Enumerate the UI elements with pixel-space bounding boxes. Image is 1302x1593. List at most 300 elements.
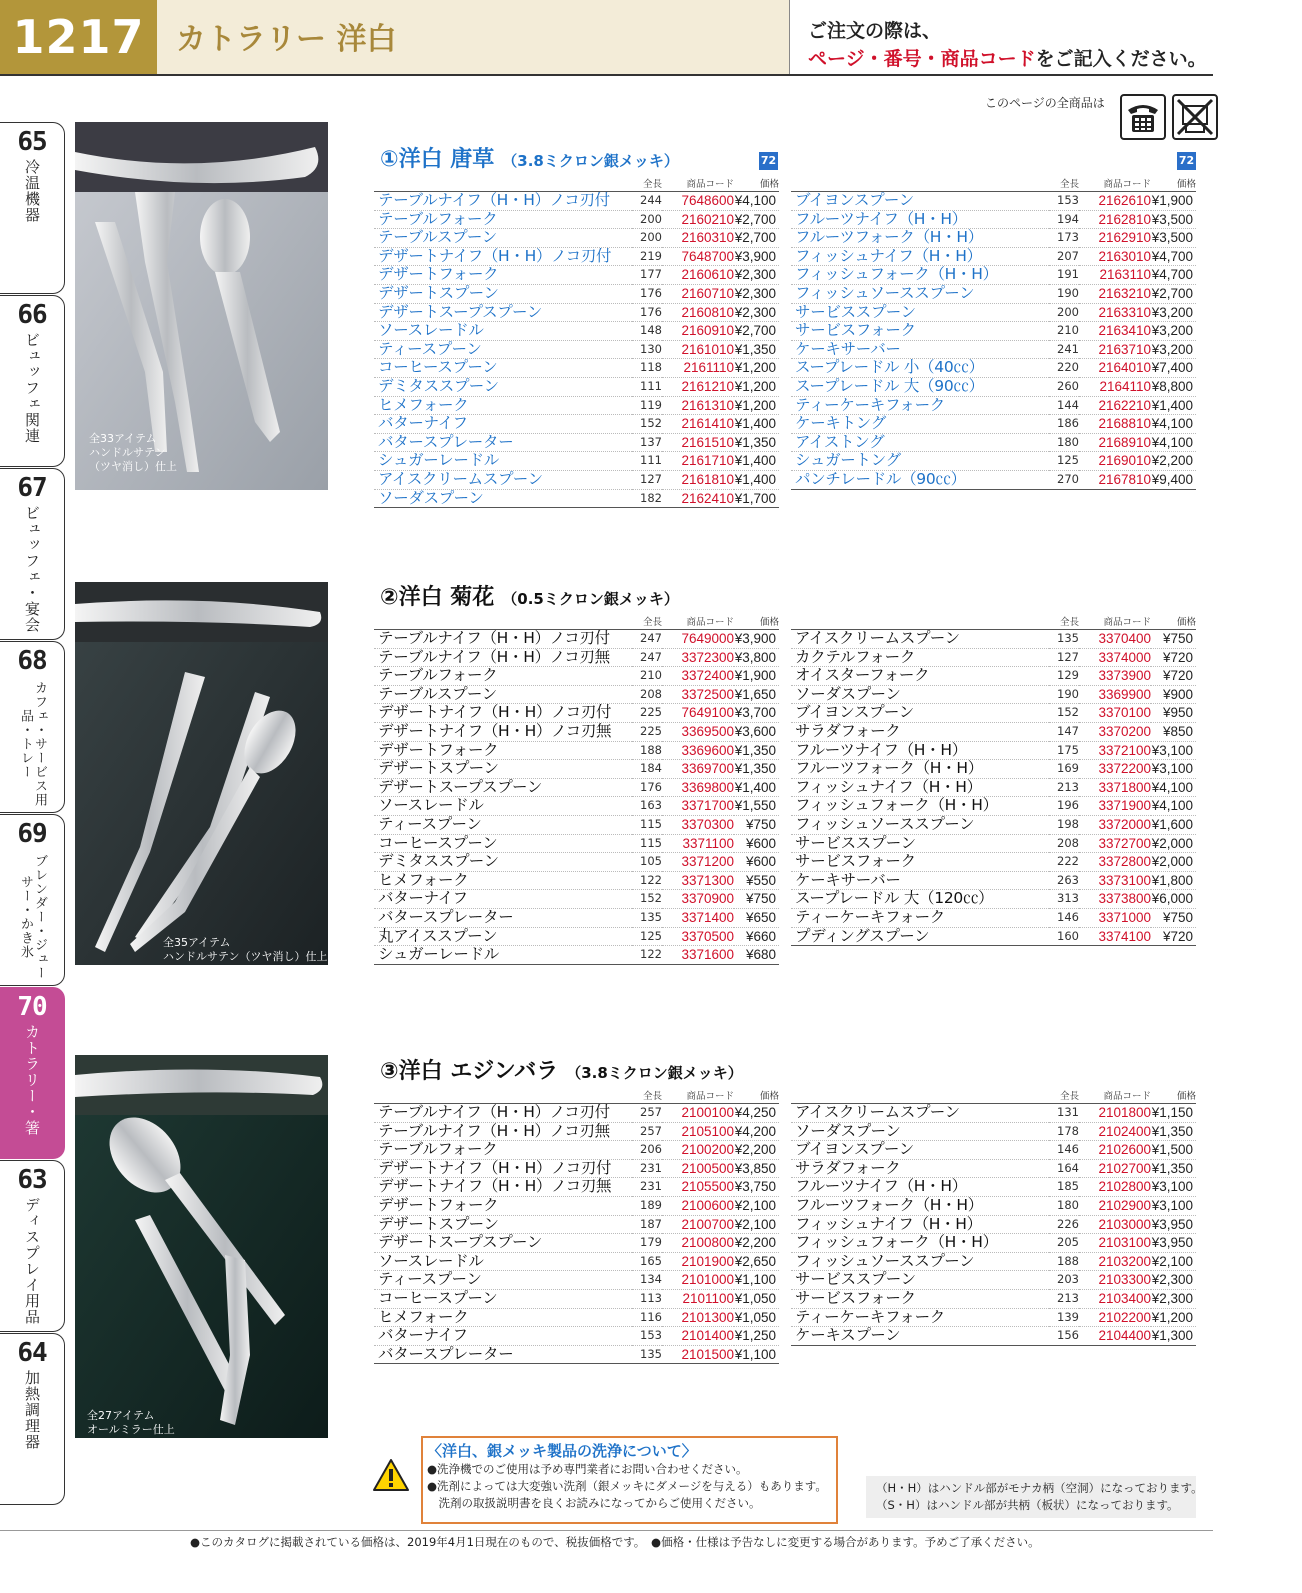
table-row <box>374 722 779 741</box>
item-code: 3370300 <box>662 815 734 834</box>
tab-number: 63 <box>17 1165 47 1195</box>
item-name: デザートフォーク <box>374 1196 632 1215</box>
item-code: 2102900 <box>1079 1196 1151 1215</box>
item-code: 2162810 <box>1079 210 1151 229</box>
table-row <box>791 853 1196 872</box>
tab-68[interactable] <box>0 641 65 813</box>
item-name: ティーケーキフォーク <box>791 396 1049 415</box>
item-price: ¥3,750 <box>734 1178 779 1197</box>
item-price: ¥1,900 <box>1151 192 1196 211</box>
item-length: 208 <box>1049 834 1079 853</box>
table-row <box>374 648 779 667</box>
price-header: 価格 <box>734 1086 779 1104</box>
item-code: 3372400 <box>662 667 734 686</box>
section-subtitle: （0.5ミクロン銀メッキ） <box>502 590 679 608</box>
table-row <box>374 890 779 909</box>
item-price: ¥4,700 <box>1151 266 1196 285</box>
item-length: 111 <box>632 377 662 396</box>
table-row <box>374 322 779 341</box>
item-length: 127 <box>632 470 662 489</box>
item-name: ケーキサーバー <box>791 340 1049 359</box>
item-name: デミタススプーン <box>374 853 632 872</box>
item-price: ¥4,100 <box>734 192 779 211</box>
item-price: ¥2,300 <box>734 303 779 322</box>
table-row <box>791 266 1196 285</box>
table-row <box>791 359 1196 378</box>
item-code: 2169010 <box>1079 452 1151 471</box>
tab-number: 66 <box>17 300 47 330</box>
item-price: ¥1,400 <box>1151 396 1196 415</box>
item-price: ¥3,100 <box>1151 741 1196 760</box>
item-name: ティーケーキフォーク <box>791 908 1049 927</box>
item-name: デザートナイフ（H・H）ノコ刃無 <box>374 1178 632 1197</box>
table-row <box>374 908 779 927</box>
length-header: 全長 <box>1049 174 1079 192</box>
product-photo-karakusa <box>75 122 328 490</box>
caption-line: ハンドルサテン <box>89 446 166 459</box>
item-name: 丸アイススプーン <box>374 927 632 946</box>
item-length: 129 <box>1049 667 1079 686</box>
item-code: 2161010 <box>662 340 734 359</box>
tab-67[interactable] <box>0 468 65 640</box>
item-name: ブイヨンスプーン <box>791 1141 1049 1160</box>
item-code: 2102200 <box>1079 1308 1151 1327</box>
item-code: 2163210 <box>1079 284 1151 303</box>
item-code: 2101100 <box>662 1289 734 1308</box>
item-code: 7649100 <box>662 704 734 723</box>
item-code: 3370100 <box>1079 704 1151 723</box>
item-length: 186 <box>1049 415 1079 434</box>
table-row <box>374 1327 779 1346</box>
table-row <box>791 722 1196 741</box>
item-code: 3371900 <box>1079 797 1151 816</box>
price-table <box>791 174 1196 490</box>
table-row <box>374 871 779 890</box>
tab-64[interactable] <box>0 1333 65 1505</box>
item-code: 2102700 <box>1079 1159 1151 1178</box>
item-name: フィッシュフォーク（H・H） <box>791 1234 1049 1253</box>
item-code: 3371800 <box>1079 778 1151 797</box>
item-code: 3372000 <box>1079 815 1151 834</box>
table-row <box>791 1327 1196 1346</box>
table-row <box>791 340 1196 359</box>
item-price: ¥720 <box>1151 667 1196 686</box>
item-price: ¥2,100 <box>734 1196 779 1215</box>
page-ref-badge: 72 <box>1177 152 1196 170</box>
item-name: サラダフォーク <box>791 722 1049 741</box>
caption-line: （ツヤ消し）仕上 <box>89 460 177 473</box>
tab-label: ディスプレイ用品 <box>23 1197 41 1325</box>
item-name: サービスフォーク <box>791 1289 1049 1308</box>
caption-line: オールミラー仕上 <box>87 1423 175 1436</box>
item-name: デザートナイフ（H・H）ノコ刃付 <box>374 1159 632 1178</box>
item-length: 210 <box>1049 322 1079 341</box>
item-code: 2102800 <box>1079 1178 1151 1197</box>
item-name: デザートスプーン <box>374 284 632 303</box>
tab-number: 68 <box>17 646 47 676</box>
item-length: 105 <box>632 853 662 872</box>
item-price: ¥3,100 <box>1151 760 1196 779</box>
item-name: フルーツナイフ（H・H） <box>791 210 1049 229</box>
item-name: バタースプレーター <box>374 433 632 452</box>
item-price: ¥3,700 <box>734 704 779 723</box>
price-header: 価格 <box>734 174 779 192</box>
tab-63[interactable] <box>0 1160 65 1332</box>
tab-label: ブレンダー・ジューサー・かき氷 <box>18 854 47 980</box>
table-row <box>374 1159 779 1178</box>
table-row <box>791 1215 1196 1234</box>
item-code: 2163710 <box>1079 340 1151 359</box>
item-length: 194 <box>1049 210 1079 229</box>
item-name: フィッシュナイフ（H・H） <box>791 778 1049 797</box>
item-price: ¥2,700 <box>1151 284 1196 303</box>
item-price: ¥1,900 <box>734 667 779 686</box>
item-price: ¥1,800 <box>1151 871 1196 890</box>
table-row <box>791 284 1196 303</box>
table-row <box>374 927 779 946</box>
item-code: 2103400 <box>1079 1289 1151 1308</box>
item-price: ¥2,000 <box>1151 853 1196 872</box>
tab-label: 冷温機器 <box>23 159 41 223</box>
item-code: 2102400 <box>1079 1122 1151 1141</box>
header-spacer <box>791 174 1049 192</box>
item-name: フィッシュナイフ（H・H） <box>791 247 1049 266</box>
table-row <box>791 834 1196 853</box>
item-name: ケーキサーバー <box>791 871 1049 890</box>
tab-number: 64 <box>17 1338 47 1368</box>
item-length: 144 <box>1049 396 1079 415</box>
table-row <box>374 946 779 965</box>
item-length: 225 <box>632 722 662 741</box>
notice-line1: ご注文の際は、 <box>808 20 942 42</box>
item-name: バタースプレーター <box>374 908 632 927</box>
item-length: 119 <box>632 396 662 415</box>
table-header-row <box>374 612 779 630</box>
photo-caption <box>89 432 177 474</box>
item-price: ¥650 <box>734 908 779 927</box>
item-length: 260 <box>1049 377 1079 396</box>
item-length: 180 <box>1049 1196 1079 1215</box>
order-notice <box>789 0 1214 74</box>
item-length: 152 <box>632 890 662 909</box>
item-code: 2101300 <box>662 1308 734 1327</box>
item-code: 2162410 <box>662 489 734 508</box>
item-price: ¥3,100 <box>1151 1178 1196 1197</box>
table-row <box>374 1252 779 1271</box>
item-length: 135 <box>632 1345 662 1364</box>
item-code: 7648600 <box>662 192 734 211</box>
item-price: ¥550 <box>734 871 779 890</box>
item-length: 198 <box>1049 815 1079 834</box>
table-row <box>791 1289 1196 1308</box>
item-price: ¥1,500 <box>1151 1141 1196 1160</box>
section-title-text: ③洋白 エジンバラ <box>380 1059 559 1084</box>
item-code: 2100200 <box>662 1141 734 1160</box>
item-code: 3370500 <box>662 927 734 946</box>
item-name: ヒメフォーク <box>374 1308 632 1327</box>
item-code: 2161810 <box>662 470 734 489</box>
table-row <box>791 303 1196 322</box>
item-length: 177 <box>632 266 662 285</box>
item-code: 3370200 <box>1079 722 1151 741</box>
item-length: 247 <box>632 648 662 667</box>
table-row <box>374 741 779 760</box>
item-name: サービスフォーク <box>791 853 1049 872</box>
table-row <box>374 815 779 834</box>
item-name: ソースレードル <box>374 797 632 816</box>
item-name: フルーツフォーク（H・H） <box>791 760 1049 779</box>
item-code: 2101400 <box>662 1327 734 1346</box>
item-name: シュガートング <box>791 452 1049 471</box>
table-row <box>791 396 1196 415</box>
item-name: フィッシュソーススプーン <box>791 284 1049 303</box>
item-code: 3369900 <box>1079 685 1151 704</box>
length-header: 全長 <box>1049 1086 1079 1104</box>
item-name: サービススプーン <box>791 303 1049 322</box>
item-price: ¥1,050 <box>734 1308 779 1327</box>
item-code: 2161110 <box>662 359 734 378</box>
section-subtitle: （3.8ミクロン銀メッキ） <box>502 152 679 170</box>
price-table <box>791 1086 1196 1346</box>
item-length: 135 <box>632 908 662 927</box>
length-header: 全長 <box>632 174 662 192</box>
item-name: フィッシュソーススプーン <box>791 815 1049 834</box>
item-price: ¥2,200 <box>734 1234 779 1253</box>
item-price: ¥600 <box>734 853 779 872</box>
item-length: 222 <box>1049 853 1079 872</box>
item-length: 263 <box>1049 871 1079 890</box>
item-name: テーブルナイフ（H・H）ノコ刃無 <box>374 648 632 667</box>
length-header: 全長 <box>1049 612 1079 630</box>
item-price: ¥2,700 <box>734 210 779 229</box>
item-price: ¥4,100 <box>1151 797 1196 816</box>
item-price: ¥3,500 <box>1151 229 1196 248</box>
table-header-row <box>791 174 1196 192</box>
notice-line2 <box>808 44 1207 71</box>
item-code: 2101900 <box>662 1252 734 1271</box>
item-length: 208 <box>632 685 662 704</box>
item-length: 182 <box>632 489 662 508</box>
item-code: 2160710 <box>662 284 734 303</box>
item-price: ¥680 <box>734 946 779 965</box>
item-price: ¥2,200 <box>1151 452 1196 471</box>
item-price: ¥1,550 <box>734 797 779 816</box>
item-name: フィッシュソーススプーン <box>791 1252 1049 1271</box>
item-name: ティースプーン <box>374 815 632 834</box>
header-spacer <box>791 612 1049 630</box>
item-code: 3373800 <box>1079 890 1151 909</box>
item-price: ¥8,800 <box>1151 377 1196 396</box>
tab-70[interactable] <box>0 987 65 1159</box>
item-code: 3369700 <box>662 760 734 779</box>
item-name: アイスクリームスプーン <box>374 470 632 489</box>
item-length: 127 <box>1049 648 1079 667</box>
price-table <box>374 612 779 965</box>
item-length: 191 <box>1049 266 1079 285</box>
item-code: 2160810 <box>662 303 734 322</box>
caption-line: 全27アイテム <box>87 1409 155 1422</box>
item-length: 153 <box>1049 192 1079 211</box>
item-length: 200 <box>632 229 662 248</box>
item-name: ソースレードル <box>374 322 632 341</box>
item-name: スープレードル 大（120㏄） <box>791 890 1049 909</box>
item-length: 207 <box>1049 247 1079 266</box>
item-price: ¥750 <box>1151 908 1196 927</box>
item-price: ¥2,300 <box>1151 1289 1196 1308</box>
item-price: ¥3,800 <box>734 648 779 667</box>
item-length: 116 <box>632 1308 662 1327</box>
item-code: 2101000 <box>662 1271 734 1290</box>
item-length: 175 <box>1049 741 1079 760</box>
item-name: フルーツナイフ（H・H） <box>791 1178 1049 1197</box>
item-name: デザートナイフ（H・H）ノコ刃付 <box>374 247 632 266</box>
item-price: ¥1,200 <box>734 359 779 378</box>
item-length: 203 <box>1049 1271 1079 1290</box>
item-code: 2163110 <box>1079 266 1151 285</box>
item-price: ¥750 <box>1151 630 1196 649</box>
item-code: 2104400 <box>1079 1327 1151 1346</box>
item-code: 2101800 <box>1079 1104 1151 1123</box>
table-row <box>791 667 1196 686</box>
no-fax-icon <box>1172 94 1218 140</box>
table-row <box>374 667 779 686</box>
item-name: プディングスプーン <box>791 927 1049 946</box>
item-name: デザートスプーン <box>374 760 632 779</box>
table-row <box>374 433 779 452</box>
section-title-karakusa <box>380 142 679 173</box>
item-name: デザートスプーン <box>374 1215 632 1234</box>
table-row <box>791 704 1196 723</box>
item-name: ティースプーン <box>374 340 632 359</box>
item-length: 125 <box>1049 452 1079 471</box>
caution-line: ●洗剤によっては大変強い洗剤（銀メッキにダメージを与える）もあります。 <box>427 1479 827 1493</box>
table-row <box>374 1308 779 1327</box>
item-name: アイスクリームスプーン <box>791 1104 1049 1123</box>
tab-66[interactable] <box>0 295 65 467</box>
item-price: ¥1,400 <box>734 778 779 797</box>
item-length: 231 <box>632 1178 662 1197</box>
item-code: 2100800 <box>662 1234 734 1253</box>
item-length: 206 <box>632 1141 662 1160</box>
item-length: 210 <box>632 667 662 686</box>
item-price: ¥1,200 <box>734 396 779 415</box>
item-length: 165 <box>632 1252 662 1271</box>
price-header: 価格 <box>1151 612 1196 630</box>
table-row <box>791 415 1196 434</box>
item-code: 2161510 <box>662 433 734 452</box>
item-length: 180 <box>1049 433 1079 452</box>
item-code: 2160210 <box>662 210 734 229</box>
item-price: ¥2,200 <box>734 1141 779 1160</box>
item-price: ¥3,600 <box>734 722 779 741</box>
item-price: ¥1,250 <box>734 1327 779 1346</box>
item-length: 176 <box>632 778 662 797</box>
item-name: テーブルフォーク <box>374 210 632 229</box>
table-row <box>791 630 1196 649</box>
item-code: 2167810 <box>1079 470 1151 489</box>
table-row <box>374 778 779 797</box>
item-length: 131 <box>1049 1104 1079 1123</box>
table-row <box>374 266 779 285</box>
table-row <box>791 1104 1196 1123</box>
item-length: 205 <box>1049 1234 1079 1253</box>
item-price: ¥1,350 <box>734 433 779 452</box>
table-row <box>791 1234 1196 1253</box>
item-length: 152 <box>1049 704 1079 723</box>
item-length: 220 <box>1049 359 1079 378</box>
item-code: 3371400 <box>662 908 734 927</box>
item-price: ¥1,200 <box>1151 1308 1196 1327</box>
item-name: デザートスープスプーン <box>374 303 632 322</box>
item-name: テーブルフォーク <box>374 667 632 686</box>
table-row <box>374 1178 779 1197</box>
item-price: ¥2,700 <box>734 229 779 248</box>
item-price: ¥720 <box>1151 927 1196 946</box>
cleaning-caution-box <box>421 1436 838 1524</box>
table-row <box>374 1234 779 1253</box>
item-name: バタースプレーター <box>374 1345 632 1364</box>
table-row <box>791 452 1196 471</box>
item-code: 3372500 <box>662 685 734 704</box>
item-price: ¥600 <box>734 834 779 853</box>
item-name: テーブルナイフ（H・H）ノコ刃付 <box>374 192 632 211</box>
item-price: ¥4,200 <box>734 1122 779 1141</box>
item-price: ¥660 <box>734 927 779 946</box>
item-length: 163 <box>632 797 662 816</box>
item-price: ¥1,700 <box>734 489 779 508</box>
warning-icon <box>372 1458 410 1496</box>
item-code: 2100500 <box>662 1159 734 1178</box>
table-row <box>791 778 1196 797</box>
item-price: ¥1,350 <box>1151 1122 1196 1141</box>
tab-65[interactable] <box>0 122 65 294</box>
table-row <box>791 470 1196 489</box>
item-length: 313 <box>1049 890 1079 909</box>
item-code: 2168810 <box>1079 415 1151 434</box>
item-name: デザートスープスプーン <box>374 1234 632 1253</box>
handle-type-note <box>866 1476 1203 1518</box>
item-name: サービススプーン <box>791 1271 1049 1290</box>
page-title: カトラリー 洋白 <box>176 22 397 57</box>
table-row <box>791 247 1196 266</box>
item-code: 3372300 <box>662 648 734 667</box>
table-row <box>791 927 1196 946</box>
item-name: デザートフォーク <box>374 266 632 285</box>
table-row <box>791 1271 1196 1290</box>
item-code: 3372100 <box>1079 741 1151 760</box>
code-header: 商品コード <box>1079 1086 1151 1104</box>
item-name: ケーキスプーン <box>791 1327 1049 1346</box>
tab-label: カトラリー・箸 <box>23 1024 41 1136</box>
tab-69[interactable] <box>0 814 65 986</box>
tab-label: ビュッフェ・宴会 <box>23 505 41 633</box>
item-price: ¥1,400 <box>734 415 779 434</box>
item-code: 2103300 <box>1079 1271 1151 1290</box>
item-name: テーブルナイフ（H・H）ノコ刃無 <box>374 1122 632 1141</box>
item-code: 2160610 <box>662 266 734 285</box>
table-row <box>374 303 779 322</box>
price-table <box>791 612 1196 946</box>
item-code: 3372200 <box>1079 760 1151 779</box>
table-row <box>374 340 779 359</box>
item-code: 2162610 <box>1079 192 1151 211</box>
item-price: ¥3,500 <box>1151 210 1196 229</box>
caution-line: 洗剤の取扱説明書を良くお読みになってからご使用ください。 <box>427 1496 761 1510</box>
item-length: 118 <box>632 359 662 378</box>
item-name: シュガーレードル <box>374 452 632 471</box>
code-header: 商品コード <box>662 174 734 192</box>
tab-label: 加熱調理器 <box>23 1370 41 1450</box>
